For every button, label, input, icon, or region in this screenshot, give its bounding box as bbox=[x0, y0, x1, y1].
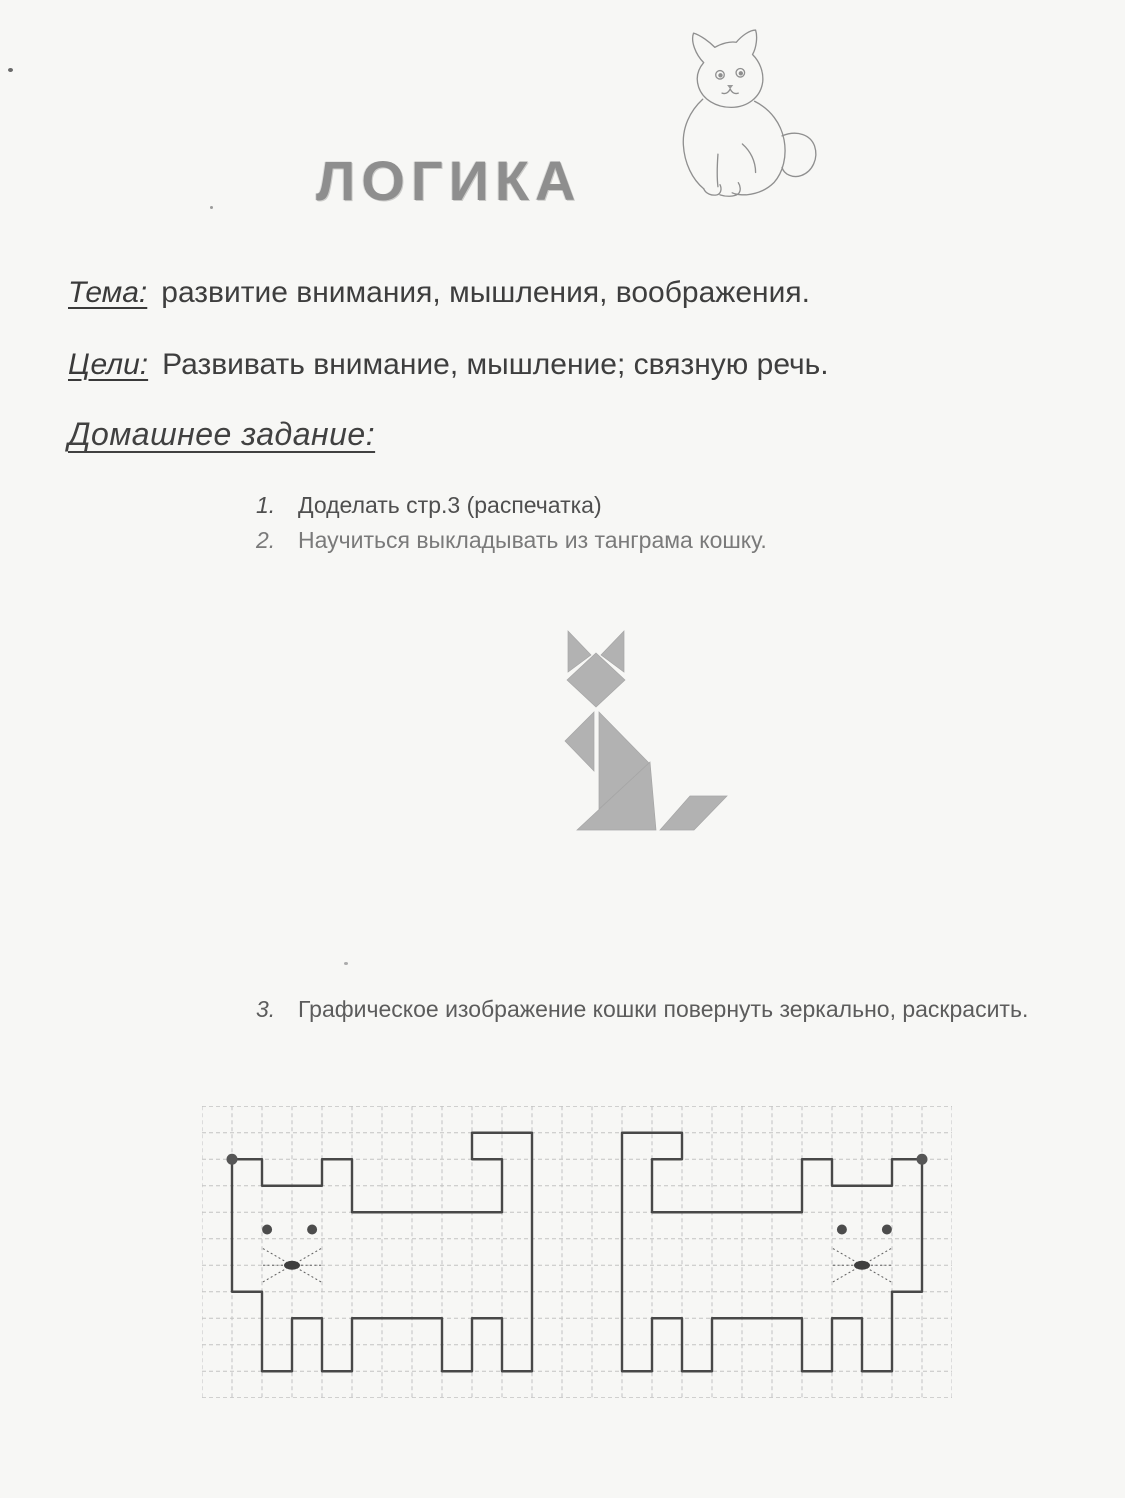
scan-speck bbox=[344, 962, 348, 965]
homework-item-1 bbox=[256, 492, 602, 519]
item-number: 1. bbox=[256, 492, 276, 518]
item-text: Научиться выкладывать из танграма кошку. bbox=[298, 527, 767, 553]
theme-label: Тема: bbox=[68, 276, 148, 309]
kitten-tail bbox=[782, 133, 816, 176]
grid-cats-figure bbox=[202, 1106, 952, 1398]
item-text: Графическое изображение кошки повернуть зеркально, раскрасить. bbox=[298, 996, 1029, 1022]
scan-speck bbox=[210, 206, 213, 209]
homework-item-3 bbox=[256, 996, 1028, 1023]
goals-label: Цели: bbox=[68, 348, 149, 381]
kitten-image bbox=[668, 26, 833, 204]
goals-text: Развивать внимание, мышление; связную речь. bbox=[162, 348, 829, 381]
worksheet-title: ЛОГИКА bbox=[316, 149, 582, 212]
homework-heading: Домашнее задание: bbox=[68, 416, 376, 452]
theme-text: развитие внимания, мышления, воображения. bbox=[161, 276, 810, 309]
kitten-head-outline bbox=[693, 30, 763, 107]
item-number: 2. bbox=[256, 527, 276, 553]
kitten-body-right bbox=[732, 101, 785, 195]
kitten-haunch bbox=[742, 144, 755, 172]
goals-line bbox=[68, 348, 829, 382]
kitten-body-left bbox=[683, 99, 703, 189]
tangram-cat-figure bbox=[555, 624, 740, 842]
kitten-front-leg bbox=[717, 154, 718, 187]
homework-item-2 bbox=[256, 527, 767, 554]
scan-speck bbox=[8, 68, 13, 72]
theme-line bbox=[68, 276, 810, 310]
item-number: 3. bbox=[256, 996, 276, 1022]
kitten-mouth bbox=[722, 89, 738, 93]
item-text: Доделать стр.3 (распечатка) bbox=[298, 492, 602, 518]
